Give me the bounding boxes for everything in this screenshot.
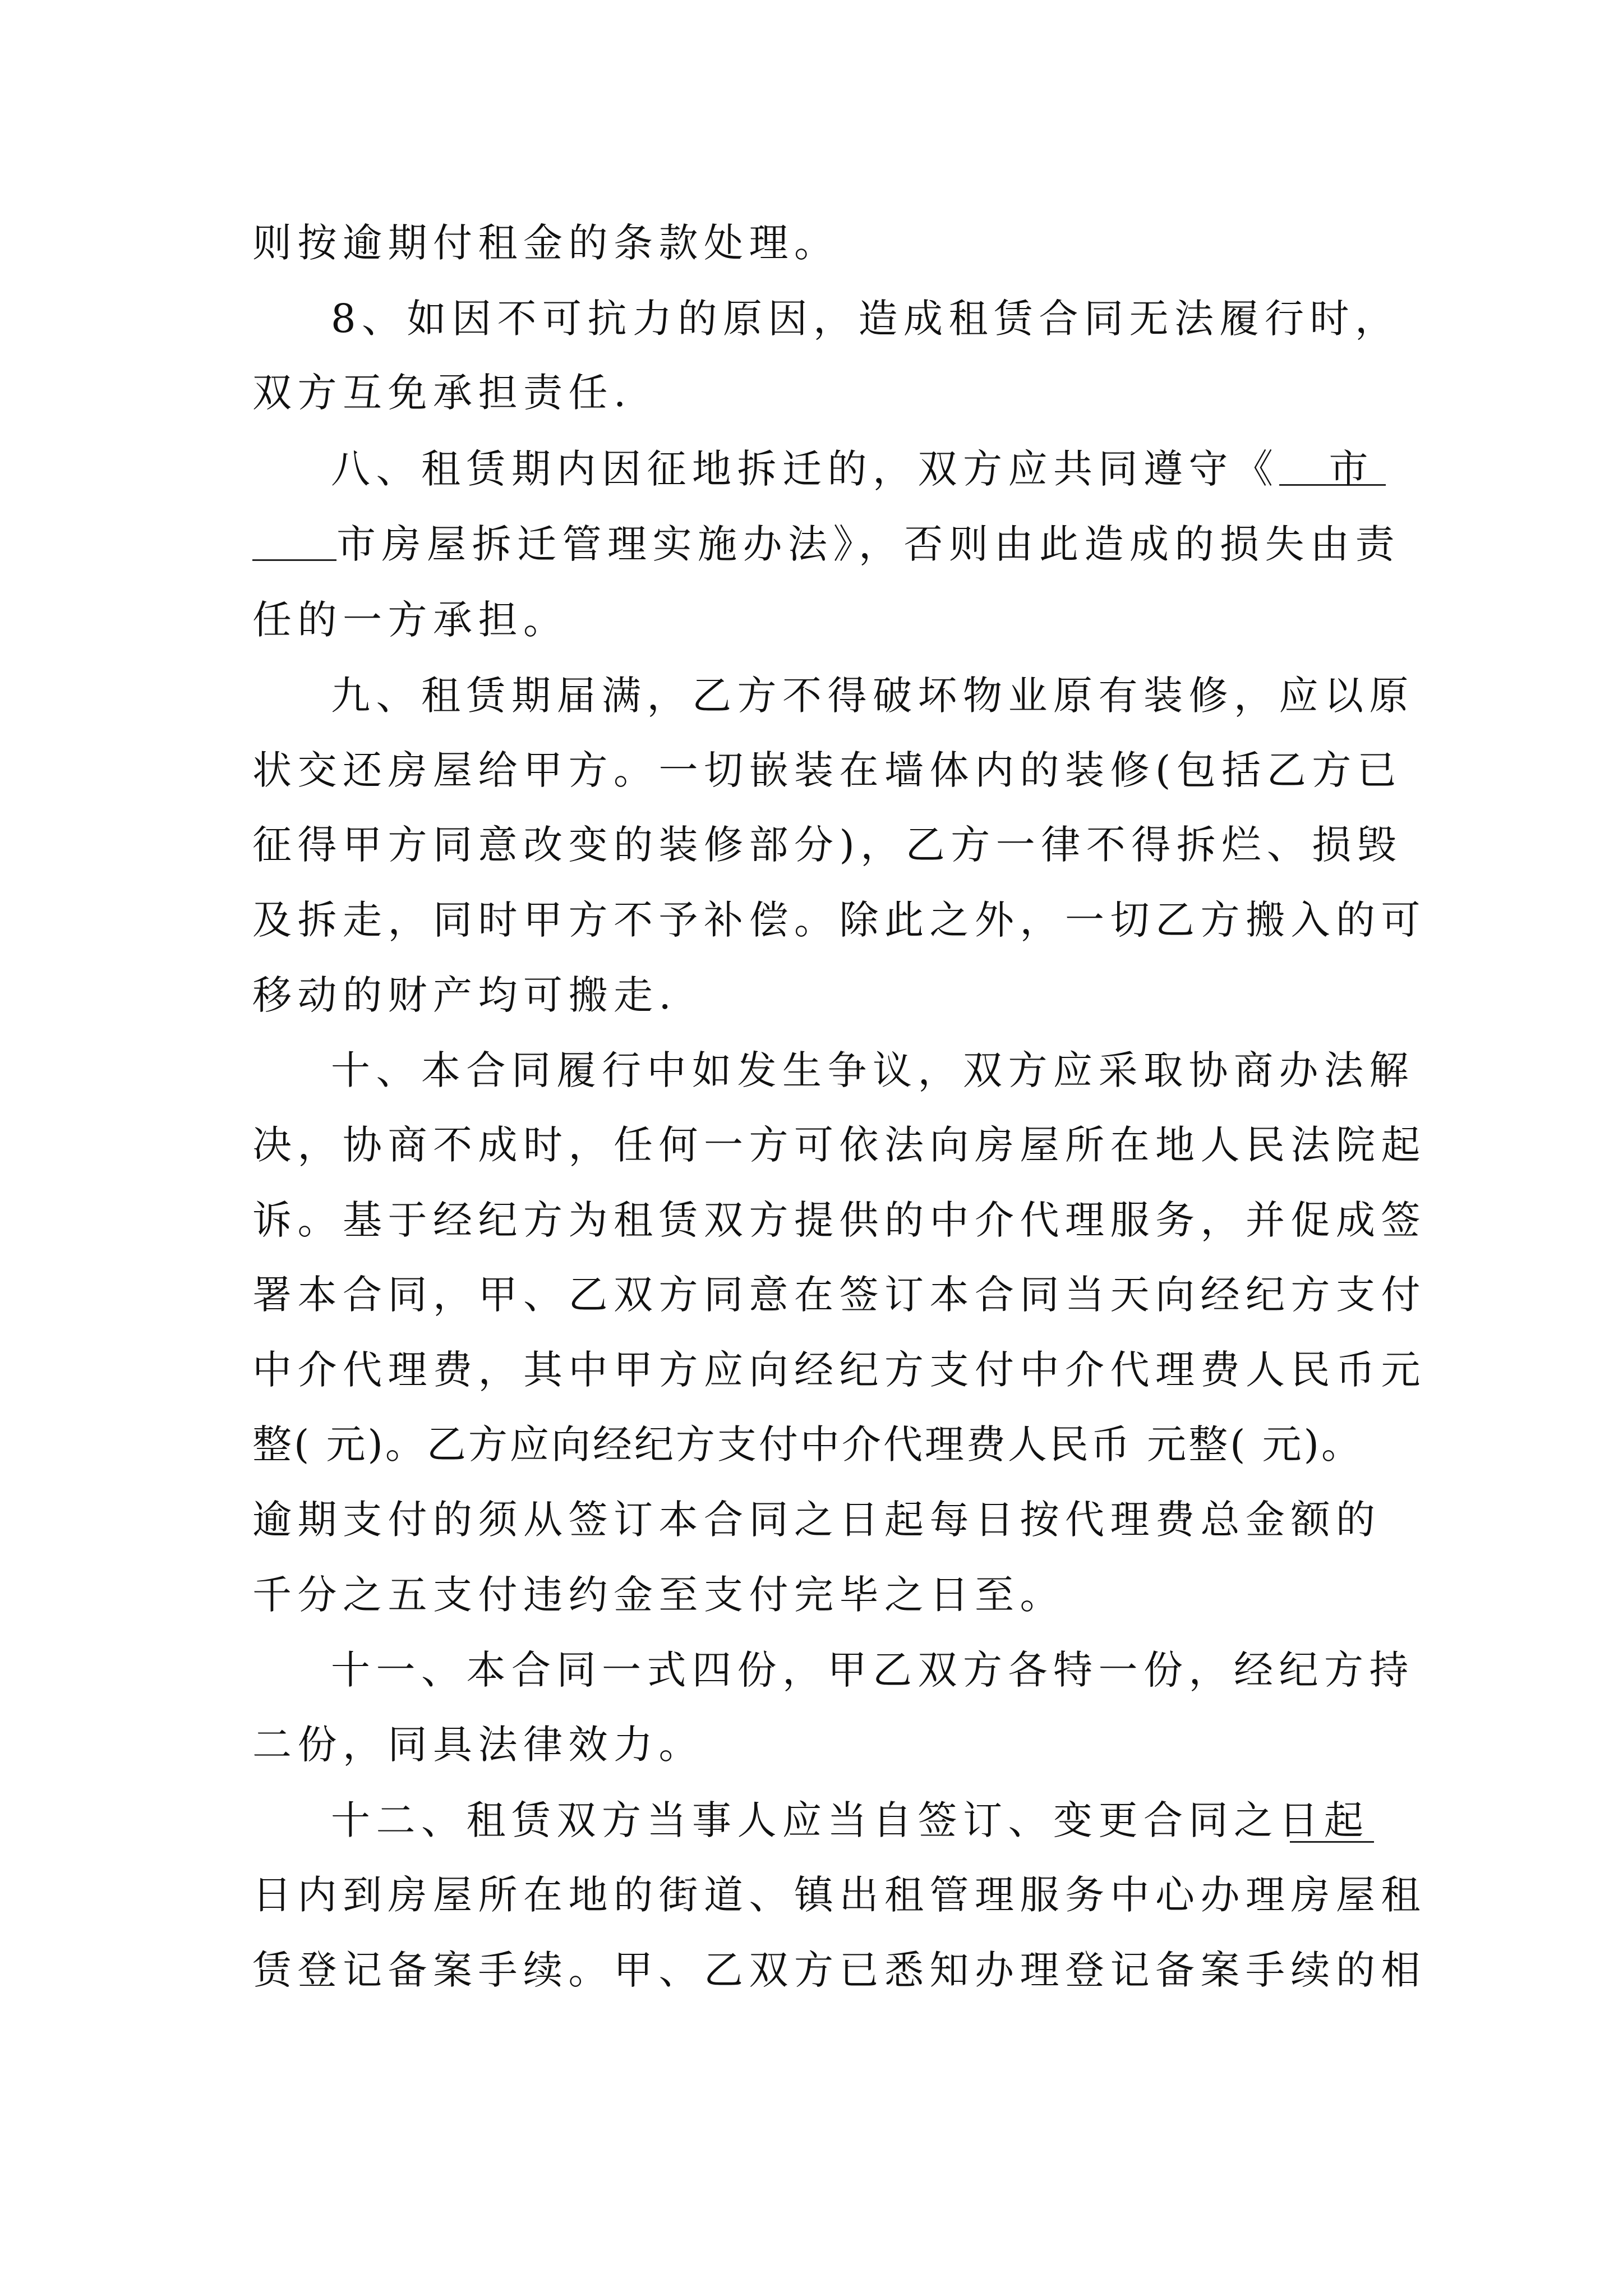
text-line-13: 决，协商不成时，任何一方可依法向房屋所在地人民法院起 <box>252 1122 1426 1168</box>
text-line-19: 千分之五支付违约金至支付完毕之日至。 <box>252 1572 1065 1618</box>
fill-in-blank-3 <box>1290 1841 1374 1843</box>
text-line-5 <box>252 517 1400 571</box>
text-line-7: 九、租赁期届满，乙方不得破坏物业原有装修，应以原 <box>331 673 1414 719</box>
text-line-5-text: 市房屋拆迁管理实施办法》，否则由此造成的损失由责 <box>336 521 1400 567</box>
text-line-4 <box>331 442 1374 496</box>
text-line-8: 状交还房屋给甲方。一切嵌装在墙体内的装修(包括乙方已 <box>252 747 1403 793</box>
text-line-6: 任的一方承担。 <box>252 597 569 643</box>
fill-in-blank-2 <box>252 559 336 561</box>
text-line-3: 双方互免承担责任. <box>252 370 632 416</box>
text-line-24: 赁登记备案手续。甲、乙双方已悉知办理登记备案手续的相 <box>252 1947 1426 1993</box>
text-line-14: 诉。基于经纪方为租赁双方提供的中介代理服务，并促成签 <box>252 1197 1426 1243</box>
text-line-17: 整( 元)。乙方应向经纪方支付中介代理费人民币 元整( 元)。 <box>252 1421 1363 1467</box>
text-line-21: 二份，同具法律效力。 <box>252 1722 704 1768</box>
text-line-1: 则按逾期付租金的条款处理。 <box>252 220 840 266</box>
text-line-12: 十、本合同履行中如发生争议，双方应采取协商办法解 <box>331 1047 1414 1093</box>
text-line-22-text: 十二、租赁双方当事人应当自签订、变更合同之日起 <box>331 1797 1370 1843</box>
text-line-22 <box>331 1793 1374 1847</box>
text-line-4-end: 市 <box>1329 446 1374 492</box>
text-line-20: 十一、本合同一式四份，甲乙双方各特一份，经纪方持 <box>331 1647 1414 1693</box>
text-line-2: 8、如因不可抗力的原因，造成租赁合同无法履行时， <box>331 296 1400 342</box>
text-line-9: 征得甲方同意改变的装修部分)，乙方一律不得拆烂、损毁 <box>252 822 1403 868</box>
text-line-15: 署本合同，甲、乙双方同意在签订本合同当天向经纪方支付 <box>252 1272 1426 1318</box>
text-line-4-start: 八、租赁期内因征地拆迁的，双方应共同遵守《 <box>331 446 1279 492</box>
text-line-23: 日内到房屋所在地的街道、镇出租管理服务中心办理房屋租 <box>252 1872 1426 1918</box>
text-line-16: 中介代理费，其中甲方应向经纪方支付中介代理费人民币元 <box>252 1347 1426 1393</box>
text-line-18: 逾期支付的须从签订本合同之日起每日按代理费总金额的 <box>252 1497 1381 1543</box>
text-line-10: 及拆走，同时甲方不予补偿。除此之外，一切乙方搬入的可 <box>252 897 1426 943</box>
text-line-11: 移动的财产均可搬走. <box>252 972 677 1018</box>
